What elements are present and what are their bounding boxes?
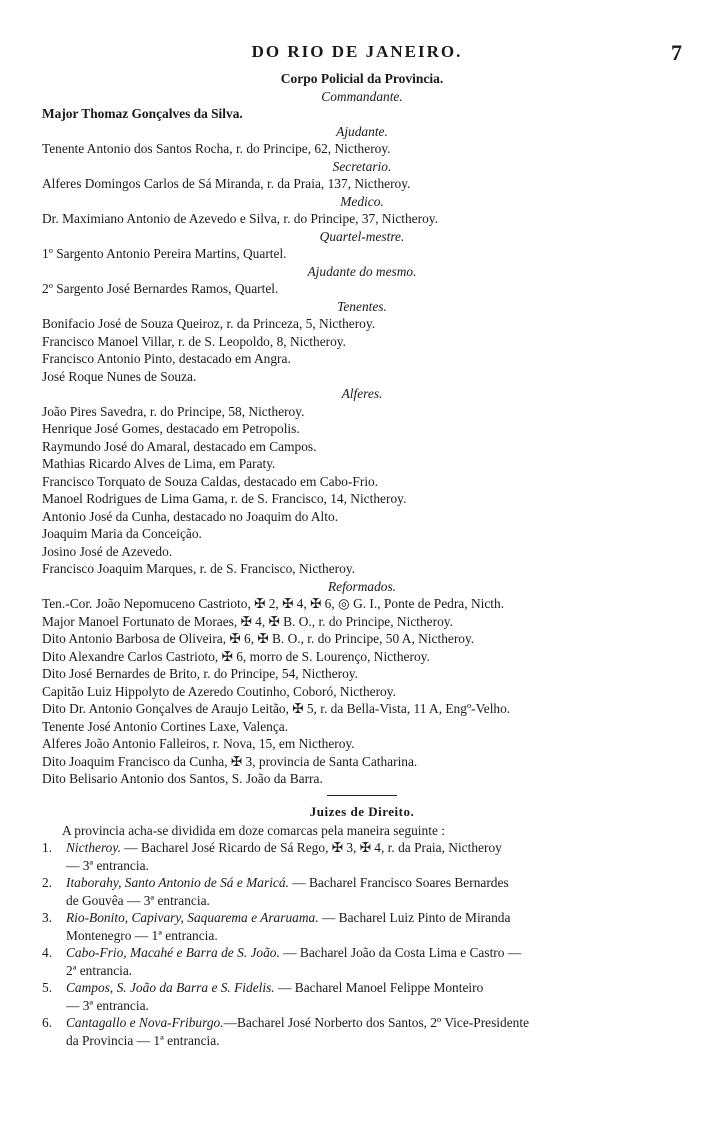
entry-line: Dito Antonio Barbosa de Oliveira, ✠ 6, ✠ B. O., r. do Principe, 50 A, Nictheroy.	[42, 631, 475, 646]
entry-line: Dr. Maximiano Antonio de Azevedo e Silva, r. do Principe, 37, Nictheroy.	[42, 211, 438, 226]
heading-tenentes: Tenentes.	[337, 298, 387, 314]
item-number: 6.	[42, 1015, 53, 1030]
heading-ajudante-do-mesmo: Ajudante do mesmo.	[307, 263, 417, 279]
entry-line: Capitão Luiz Hippolyto de Azeredo Coutinho, Coboró, Nictheroy.	[42, 683, 396, 699]
entry-line: Raymundo José do Amaral, destacado em Campos.	[42, 438, 317, 454]
entry-line: Francisco Joaquim Marques, r. de S. Francisco, Nictheroy.	[42, 561, 355, 576]
entry-line: 1º Sargento Antonio Pereira Martins, Quartel.	[42, 246, 287, 261]
item-number: 4.	[42, 945, 53, 960]
page-number: 7	[671, 40, 682, 65]
entry-line: Joaquim Maria da Conceição.	[42, 526, 202, 541]
comarca-item	[42, 874, 682, 909]
comarca-place: Itaborahy, Santo Antonio de Sá e Maricá.	[66, 875, 289, 890]
entry-line: João Pires Savedra, r. do Principe, 58, Nictheroy.	[42, 403, 305, 419]
entry-line: Dito José Bernardes de Brito, r. do Principe, 54, Nictheroy.	[42, 666, 358, 681]
entry-line: Josino José de Azevedo.	[42, 543, 173, 559]
entry-line: Mathias Ricardo Alves de Lima, em Paraty.	[42, 456, 276, 471]
comarca-judge: — Bacharel Francisco Soares Bernardes	[288, 875, 509, 890]
entry-line: Major Manoel Fortunato de Moraes, ✠ 4, ✠ B. O., r. do Principe, Nictheroy.	[42, 613, 453, 629]
comarca-judge: —Bacharel José Norberto dos Santos, 2º Vice-Presidente	[223, 1015, 530, 1030]
entry-line: Henrique José Gomes, destacado em Petropolis.	[42, 421, 300, 436]
comarca-item	[42, 909, 682, 944]
entry-line: Dito Belisario Antonio dos Santos, S. João da Barra.	[42, 771, 323, 786]
comarca-place: Campos, S. João da Barra e S. Fidelis.	[66, 980, 275, 995]
heading-quartel-mestre: Quartel-mestre.	[319, 228, 405, 244]
entry-line: Francisco Torquato de Souza Caldas, destacado em Cabo-Frio.	[42, 473, 379, 489]
entry-line: José Roque Nunes de Souza.	[42, 368, 197, 384]
page-header	[0, 42, 714, 68]
comarca-entrancia: — 3ª entrancia.	[66, 857, 149, 873]
comarca-item	[42, 979, 682, 1014]
comarca-place: Cantagallo e Nova-Friburgo.	[66, 1015, 224, 1030]
heading-commandante: Commandante.	[321, 88, 403, 104]
comarca-place: Rio-Bonito, Capivary, Saquarema e Araruama.	[66, 910, 319, 925]
comarca-judge: — Bacharel Manoel Felippe Monteiro	[274, 980, 484, 995]
item-number: 3.	[42, 910, 53, 925]
comarca-judge: — Bacharel José Ricardo de Sá Rego, ✠ 3, ✠ 4, r. da Praia, Nictheroy	[120, 840, 502, 855]
entry-line: Antonio José da Cunha, destacado no Joaquim do Alto.	[42, 508, 339, 524]
heading-reformados: Reformados.	[327, 578, 397, 594]
comarca-entrancia: 2ª entrancia.	[66, 962, 133, 978]
heading-ajudante: Ajudante.	[336, 123, 388, 139]
comarca-entrancia: Montenegro — 1ª entrancia.	[66, 927, 218, 943]
comarca-entrancia: — 3ª entrancia.	[66, 997, 149, 1013]
entry-line: Francisco Antonio Pinto, destacado em Angra.	[42, 351, 291, 366]
comarca-place: Nictheroy.	[66, 840, 121, 855]
entry-line: Manoel Rodrigues de Lima Gama, r. de S. Francisco, 14, Nictheroy.	[42, 491, 407, 506]
comarca-item	[42, 1014, 682, 1049]
entry-line: Tenente Antonio dos Santos Rocha, r. do Principe, 62, Nictheroy.	[42, 141, 391, 156]
running-title: DO RIO DE JANEIRO.	[251, 42, 463, 61]
section-divider	[327, 795, 397, 796]
entry-line: Dito Joaquim Francisco da Cunha, ✠ 3, provincia de Santa Catharina.	[42, 753, 418, 769]
comarca-entrancia: da Provincia — 1ª entrancia.	[66, 1032, 220, 1048]
entry-line: Tenente José Antonio Cortines Laxe, Valença.	[42, 718, 289, 734]
heading-secretario: Secretario.	[332, 158, 392, 174]
comarca-place: Cabo-Frio, Macahé e Barra de S. João.	[66, 945, 280, 960]
entry-line: Alferes Domingos Carlos de Sá Miranda, r. da Praia, 137, Nictheroy.	[42, 176, 411, 191]
item-number: 5.	[42, 980, 53, 995]
entry-line: Ten.-Cor. João Nepomuceno Castrioto, ✠ 2, ✠ 4, ✠ 6, ◎ G. I., Ponte de Pedra, Nicth.	[42, 596, 505, 611]
heading-medico: Medico.	[340, 193, 384, 209]
entry-line: 2º Sargento José Bernardes Ramos, Quartel.	[42, 281, 279, 296]
juizes-title: Juizes de Direito.	[309, 803, 415, 819]
item-number: 2.	[42, 875, 53, 890]
entry-line: Dito Alexandre Carlos Castrioto, ✠ 6, morro de S. Lourenço, Nictheroy.	[42, 648, 430, 664]
entry-line: Alferes João Antonio Falleiros, r. Nova, 15, em Nictheroy.	[42, 736, 355, 751]
comarca-item	[42, 944, 682, 979]
entry-line: Major Thomaz Gonçalves da Silva.	[42, 106, 243, 121]
comarca-entrancia: de Gouvêa — 3ª entrancia.	[66, 892, 210, 908]
item-number: 1.	[42, 840, 53, 855]
comarca-judge: — Bacharel Luiz Pinto de Miranda	[318, 910, 511, 925]
section-title: Corpo Policial da Provincia.	[280, 71, 444, 86]
comarca-judge: — Bacharel João da Costa Lima e Castro —	[279, 945, 522, 960]
comarca-item	[42, 839, 682, 874]
entry-line: Francisco Manoel Villar, r. de S. Leopoldo, 8, Nictheroy.	[42, 333, 346, 349]
heading-alferes: Alferes.	[341, 386, 383, 401]
page-body	[42, 70, 682, 1049]
entry-line: Dito Dr. Antonio Gonçalves de Araujo Leitão, ✠ 5, r. da Bella-Vista, 11 A, Engº-Velho.	[42, 701, 511, 716]
entry-line: Bonifacio José de Souza Queiroz, r. da Princeza, 5, Nictheroy.	[42, 316, 376, 331]
juizes-intro: A provincia acha-se dividida em doze comarcas pela maneira seguinte :	[62, 822, 445, 838]
